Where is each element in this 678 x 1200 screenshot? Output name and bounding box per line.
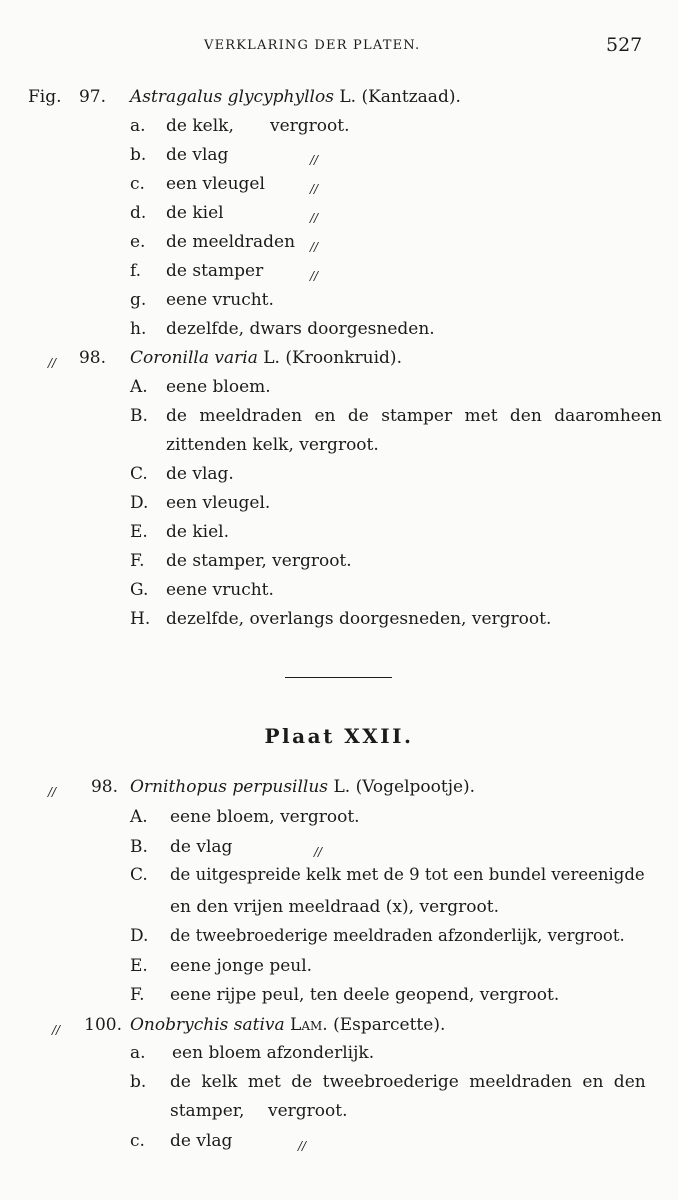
- item-letter: B.: [130, 837, 148, 857]
- item-letter: F.: [130, 985, 145, 1005]
- item-text: de vlag.: [166, 464, 234, 484]
- item-letter: c.: [130, 174, 145, 194]
- list-item: [0, 984, 678, 1013]
- item-letter: E.: [130, 522, 148, 542]
- item-letter: E.: [130, 956, 148, 976]
- fig-number: 97.: [78, 87, 106, 107]
- item-text: eene jonge peul.: [170, 956, 313, 976]
- list-item: [0, 550, 678, 579]
- item-letter: F.: [130, 551, 145, 571]
- item-letter: e.: [130, 232, 146, 252]
- item-text: eene vrucht.: [166, 290, 274, 310]
- item-letter: b.: [130, 145, 147, 165]
- list-item-continuation: [0, 434, 678, 463]
- fig-title: [130, 347, 402, 369]
- list-item: [0, 115, 678, 144]
- item-text: eene bloem.: [166, 377, 271, 397]
- author: L.: [263, 348, 280, 368]
- author: L.: [339, 87, 357, 107]
- section-divider: [285, 677, 392, 678]
- list-item: [0, 955, 678, 984]
- ditto-mark: //: [314, 845, 323, 859]
- fig-title: [130, 1014, 445, 1036]
- item-letter: B.: [130, 406, 148, 426]
- running-head: VERKLARING DER PLATEN.: [204, 38, 421, 53]
- common-name: (Esparcette).: [333, 1015, 446, 1035]
- item-letter: a.: [130, 116, 146, 136]
- list-item: [0, 521, 678, 550]
- species-name: Astragalus glycyphyllos: [130, 87, 334, 107]
- list-item: [0, 260, 678, 289]
- list-item: [0, 1130, 678, 1159]
- item-text: een vleugel.: [166, 493, 271, 513]
- fig-number: 98.: [90, 777, 118, 797]
- ditto-mark: //: [48, 356, 57, 370]
- item-letter: a.: [130, 1043, 146, 1063]
- list-item: [0, 925, 678, 954]
- ditto-mark: //: [310, 240, 319, 254]
- fig-number: 98.: [78, 348, 106, 368]
- list-item-continuation: [0, 896, 678, 925]
- item-letter: C.: [130, 865, 148, 885]
- item-letter: D.: [130, 493, 149, 513]
- item-text: de vlag: [170, 1131, 233, 1151]
- item-letter: H.: [130, 609, 151, 629]
- list-item: [0, 1042, 678, 1071]
- page-header: [0, 36, 678, 60]
- item-text: eene bloem, vergroot.: [170, 807, 360, 827]
- item-letter: h.: [130, 319, 147, 339]
- ditto-mark: //: [310, 182, 319, 196]
- item-text: dezelfde, dwars doorgesneden.: [166, 319, 435, 339]
- item-text: zittenden kelk, vergroot.: [166, 435, 379, 455]
- item-text: de meeldraden en de stamper met den daaromheen: [166, 406, 662, 426]
- ditto-mark: //: [310, 153, 319, 167]
- common-name: (Kantzaad).: [361, 87, 461, 107]
- figure-heading-98: [0, 347, 678, 376]
- list-item: [0, 579, 678, 608]
- list-item: [0, 492, 678, 521]
- list-item: [0, 202, 678, 231]
- item-text: een vleugel: [166, 174, 265, 194]
- list-item: [0, 376, 678, 405]
- item-text: dezelfde, overlangs doorgesneden, vergroot.: [166, 609, 552, 629]
- fig-title: [130, 86, 461, 108]
- item-letter: G.: [130, 580, 149, 600]
- item-letter: f.: [130, 261, 142, 281]
- item-letter: g.: [130, 290, 147, 310]
- fig-prefix: Fig.: [28, 87, 62, 107]
- figure-heading-98b: [0, 776, 678, 805]
- item-text: stamper,: [170, 1101, 245, 1121]
- item-letter: d.: [130, 203, 147, 223]
- list-item: [0, 463, 678, 492]
- item-letter: A.: [130, 807, 148, 827]
- author: Lam.: [290, 1015, 328, 1035]
- ditto-mark: //: [48, 785, 57, 799]
- common-name: (Kroonkruid).: [285, 348, 402, 368]
- fig-title: [130, 776, 475, 798]
- item-note: vergroot.: [268, 1101, 348, 1121]
- item-text: de vlag: [166, 145, 229, 165]
- ditto-mark: //: [310, 211, 319, 225]
- item-text: de stamper, vergroot.: [166, 551, 352, 571]
- item-text: de tweebroederige meeldraden afzonderlijk, vergroot.: [170, 926, 625, 945]
- item-text: de kelk,: [166, 116, 234, 136]
- item-text: de stamper: [166, 261, 264, 281]
- item-text: de kiel.: [166, 522, 229, 542]
- item-letter: D.: [130, 926, 149, 946]
- list-item: [0, 144, 678, 173]
- common-name: (Vogelpootje).: [355, 777, 476, 797]
- figure-heading-97: [0, 86, 678, 115]
- species-name: Coronilla varia: [130, 348, 258, 368]
- list-item: [0, 318, 678, 347]
- list-item-continuation: [0, 1100, 678, 1129]
- figure-heading-100: [0, 1014, 678, 1043]
- list-item: [0, 836, 678, 865]
- item-text: eene vrucht.: [166, 580, 274, 600]
- list-item: [0, 405, 678, 434]
- list-item: [0, 1071, 678, 1100]
- list-item: [0, 864, 678, 893]
- species-name: Onobrychis sativa: [130, 1015, 285, 1035]
- item-text: de kelk met de tweebroederige meeldraden en den: [170, 1072, 646, 1092]
- item-letter: c.: [130, 1131, 145, 1151]
- item-note: vergroot.: [270, 116, 350, 136]
- item-text: de uitgespreide kelk met de 9 tot een bundel vereenigde: [170, 865, 645, 884]
- list-item: [0, 806, 678, 835]
- plate-heading: Plaat XXII.: [264, 724, 414, 748]
- item-text: de vlag: [170, 837, 233, 857]
- ditto-mark: //: [298, 1139, 307, 1153]
- item-text: de meeldraden: [166, 232, 296, 252]
- author: L.: [333, 777, 351, 797]
- ditto-mark: //: [52, 1023, 61, 1037]
- fig-number: 100.: [84, 1015, 122, 1035]
- page-number: 527: [606, 34, 643, 56]
- item-text: een bloem afzonderlijk.: [172, 1043, 375, 1063]
- item-text: eene rijpe peul, ten deele geopend, vergroot.: [170, 985, 560, 1005]
- list-item: [0, 231, 678, 260]
- species-name: Ornithopus perpusillus: [130, 777, 329, 797]
- item-text: en den vrijen meeldraad (x), vergroot.: [170, 897, 499, 917]
- list-item: [0, 289, 678, 318]
- item-text: de kiel: [166, 203, 224, 223]
- ditto-mark: //: [310, 269, 319, 283]
- item-letter: A.: [130, 377, 148, 397]
- list-item: [0, 608, 678, 637]
- list-item: [0, 173, 678, 202]
- item-letter: C.: [130, 464, 148, 484]
- item-letter: b.: [130, 1072, 147, 1092]
